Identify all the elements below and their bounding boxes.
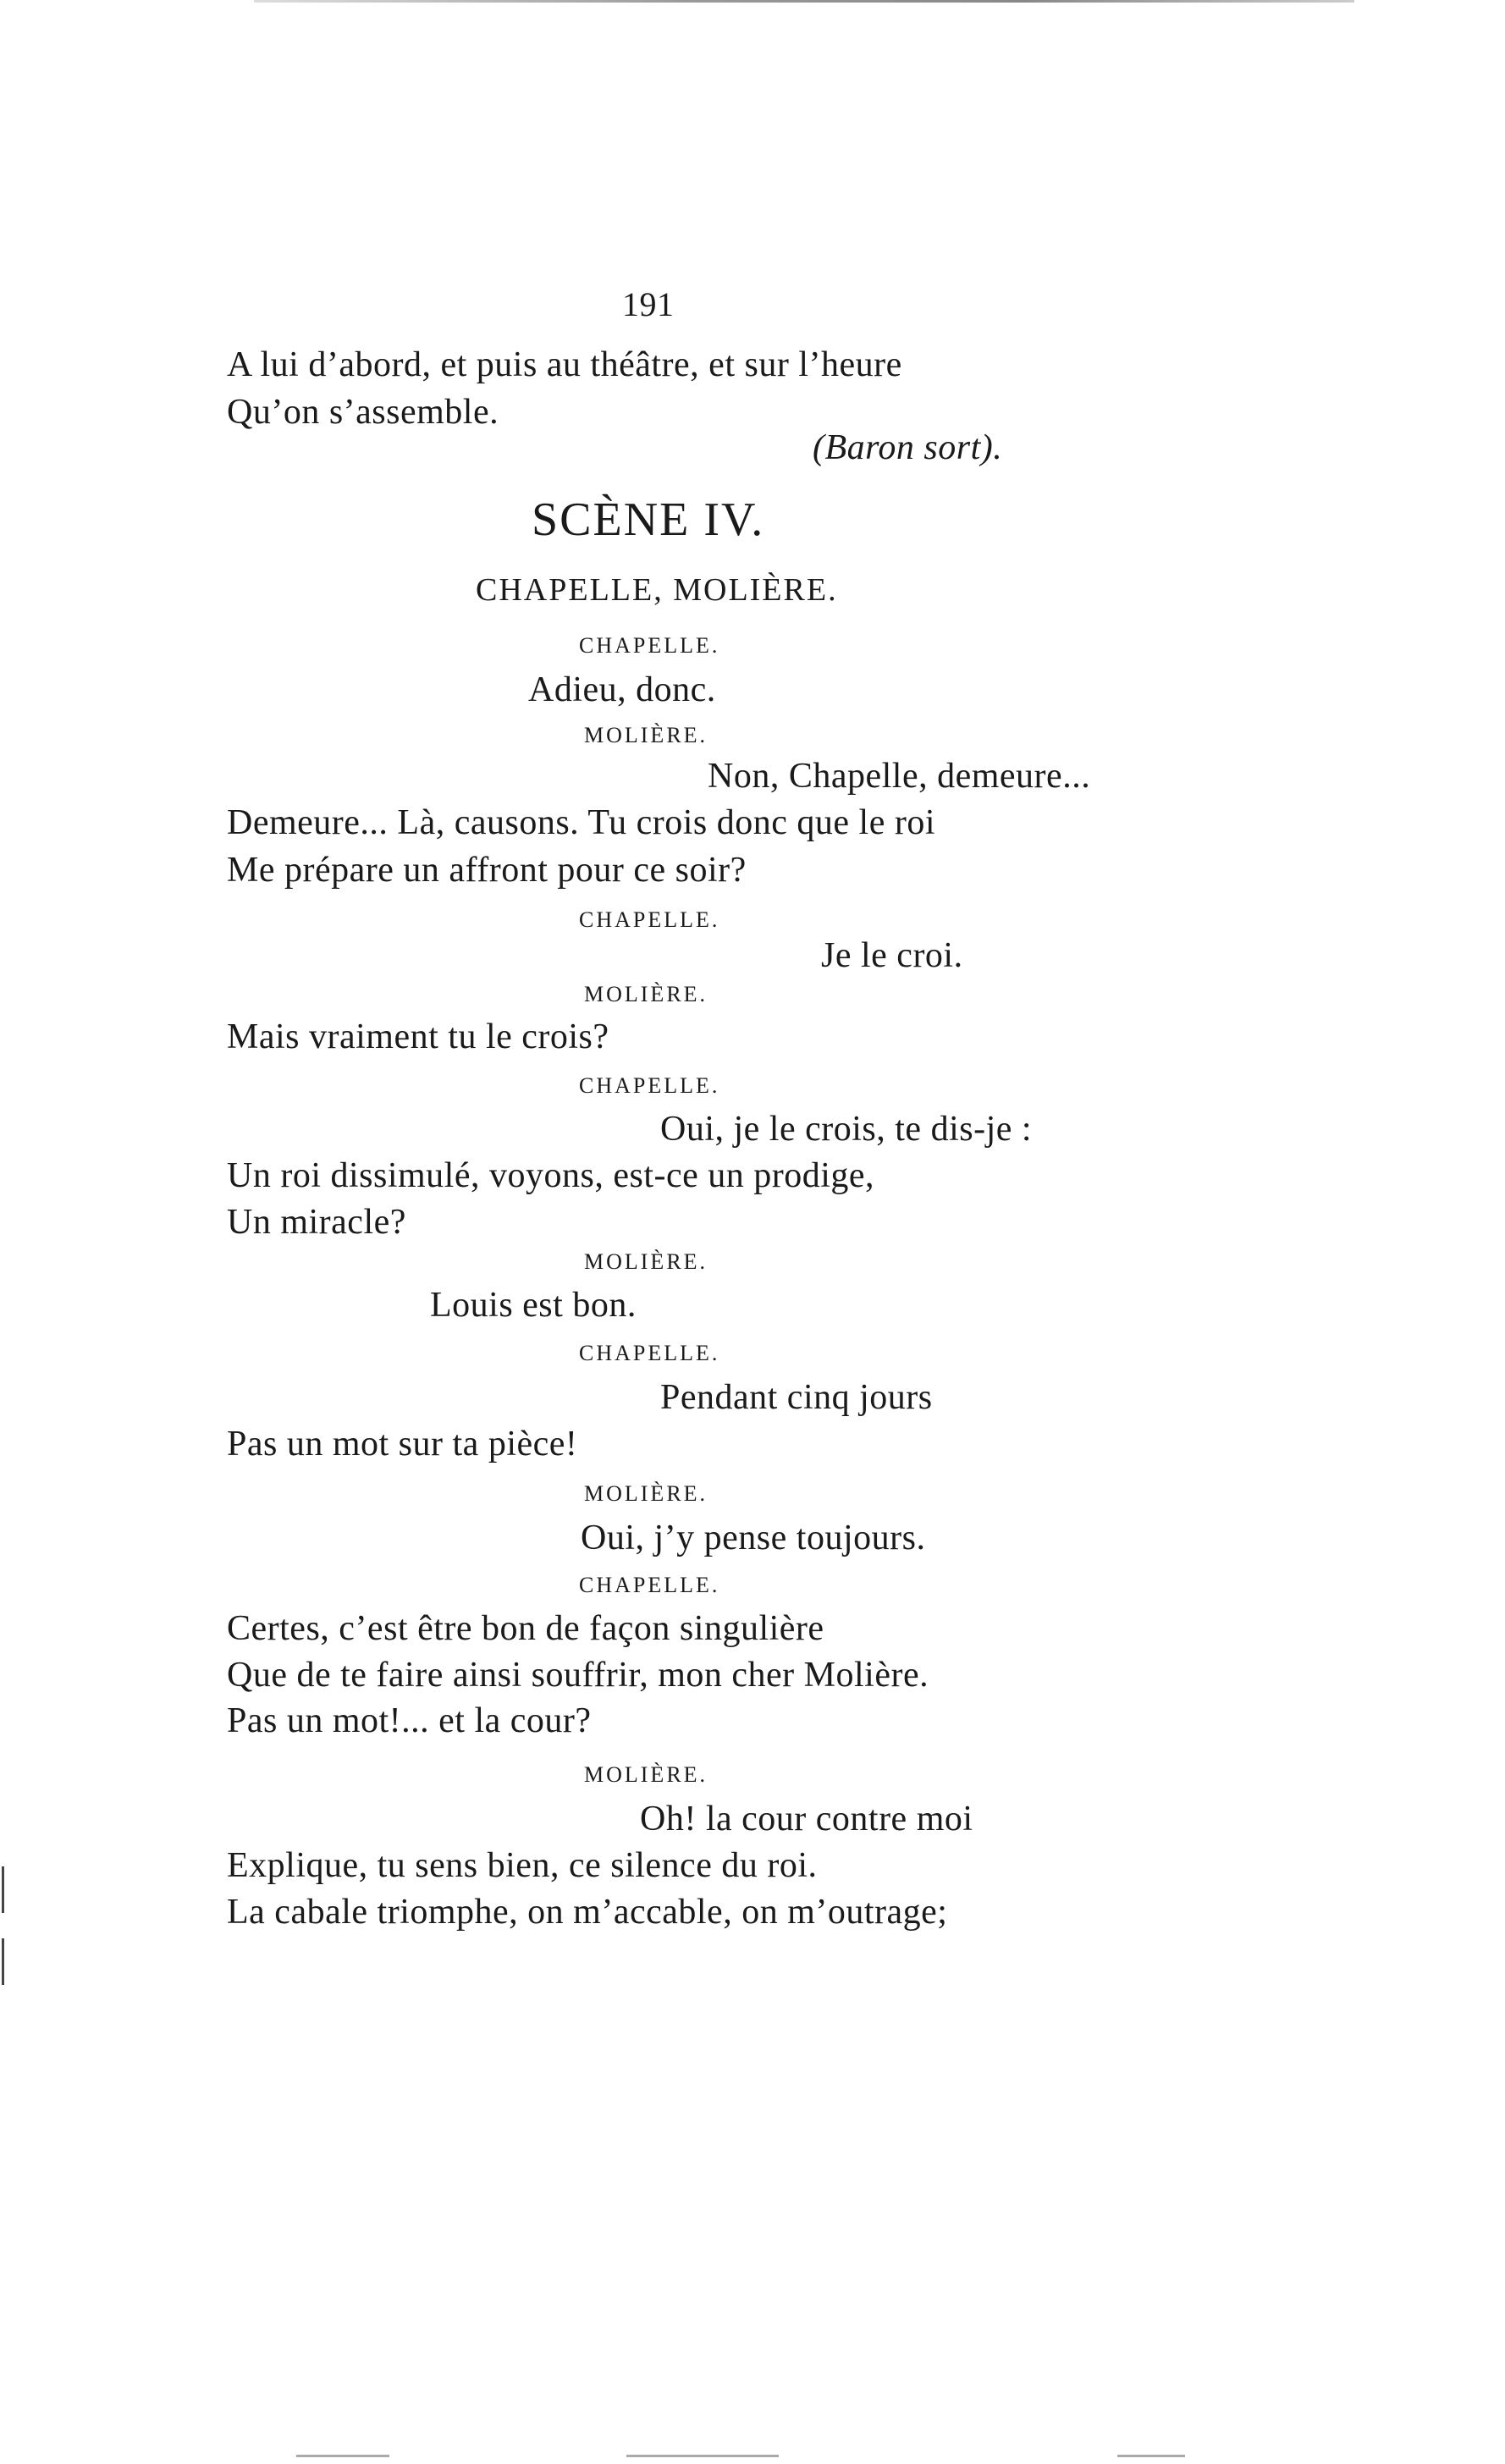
speaker-name: CHAPELLE. [579, 1341, 720, 1365]
speaker-name: CHAPELLE. [579, 1573, 720, 1597]
verse-line: A lui d’abord, et puis au théâtre, et sur l’heure [227, 345, 902, 384]
verse-line: Louis est bon. [430, 1286, 637, 1325]
verse-line: Certes, c’est être bon de façon singulière [227, 1609, 824, 1648]
verse-line: Non, Chapelle, demeure... [708, 757, 1091, 796]
verse-line: Pas un mot sur ta pièce! [227, 1425, 578, 1464]
verse-line: Oui, je le crois, te dis-je : [660, 1110, 1033, 1149]
page-number: 191 [622, 285, 675, 323]
margin-scan-mark [2, 1938, 4, 1985]
cast-list: CHAPELLE, MOLIÈRE. [476, 572, 838, 608]
top-edge-rule [254, 0, 1354, 3]
verse-line: Adieu, donc. [528, 670, 716, 709]
verse-line: Explique, tu sens bien, ce silence du roi. [227, 1846, 818, 1885]
verse-line: Mais vraiment tu le crois? [227, 1017, 609, 1056]
bottom-edge-rule [626, 2455, 779, 2457]
verse-line: Me prépare un affront pour ce soir? [227, 851, 747, 890]
bottom-edge-rule [1117, 2455, 1185, 2457]
stage-direction: (Baron sort). [813, 428, 1003, 467]
verse-line: Oui, j’y pense toujours. [581, 1519, 926, 1557]
margin-scan-mark [2, 1866, 4, 1913]
verse-line: Un miracle? [227, 1203, 406, 1242]
speaker-name: CHAPELLE. [579, 907, 720, 932]
scene-title: SCÈNE IV. [532, 493, 765, 546]
verse-line: La cabale triomphe, on m’accable, on m’outrage; [227, 1893, 948, 1932]
speaker-name: CHAPELLE. [579, 633, 720, 658]
bottom-edge-rule [296, 2455, 389, 2457]
speaker-name: MOLIÈRE. [584, 1762, 708, 1787]
verse-line: Oh! la cour contre moi [640, 1800, 973, 1838]
verse-line: Un roi dissimulé, voyons, est-ce un prodige, [227, 1156, 875, 1195]
verse-line: Demeure... Là, causons. Tu crois donc que le roi [227, 803, 935, 842]
speaker-name: MOLIÈRE. [584, 723, 708, 747]
speaker-name: MOLIÈRE. [584, 1481, 708, 1506]
verse-line: Que de te faire ainsi souffrir, mon cher Molière. [227, 1656, 929, 1695]
speaker-name: MOLIÈRE. [584, 982, 708, 1006]
verse-line: Pas un mot!... et la cour? [227, 1701, 592, 1740]
verse-line: Qu’on s’assemble. [227, 393, 499, 432]
speaker-name: MOLIÈRE. [584, 1249, 708, 1274]
verse-line: Je le croi. [821, 936, 963, 975]
speaker-name: CHAPELLE. [579, 1073, 720, 1098]
verse-line: Pendant cinq jours [660, 1378, 933, 1417]
